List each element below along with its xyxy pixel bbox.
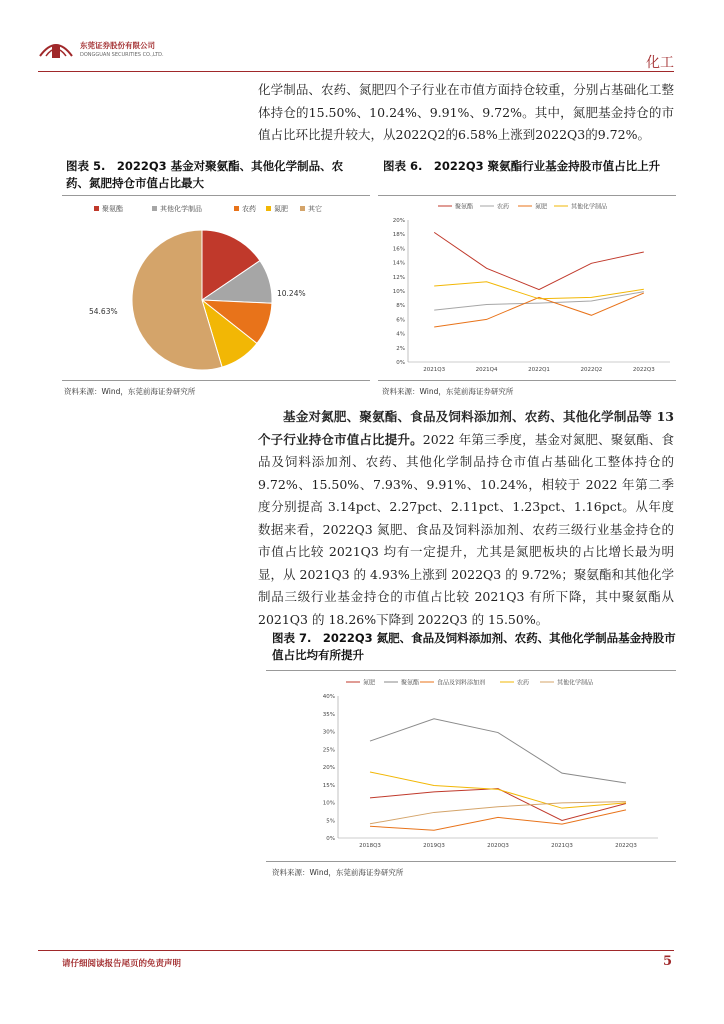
company-name-cn: 东莞证券股份有限公司 [80, 41, 155, 50]
y-tick-label: 10% [322, 800, 335, 807]
pie-legend-swatch [152, 206, 157, 211]
y-tick-label: 10% [392, 289, 405, 295]
legend-label: 聚氨酯 [401, 679, 420, 687]
footer-disclaimer: 请仔细阅读报告尾页的免责声明 [62, 959, 182, 969]
pie-legend-label: 农药 [242, 205, 256, 213]
company-logo-icon [38, 38, 74, 60]
legend-label: 农药 [517, 679, 530, 687]
figure5-title: 图表 5. 2022Q3 基金对聚氨酯、其他化学制品、农药、氮肥持仓市值占比最大 [66, 159, 344, 190]
page-number: 5 [662, 954, 672, 969]
y-tick-label: 6% [396, 317, 405, 324]
y-tick-label: 30% [322, 729, 335, 736]
series-line [434, 232, 644, 289]
figure6-title: 图表 6. 2022Q3 聚氨酯行业基金持股市值占比上升 [383, 159, 661, 173]
series-line [434, 282, 644, 299]
x-tick-label: 2022Q3 [632, 367, 655, 373]
series-line [434, 293, 644, 327]
y-tick-label: 15% [322, 782, 335, 789]
legend-label: 氮肥 [363, 679, 376, 687]
y-tick-label: 0% [396, 360, 405, 366]
x-tick-label: 2022Q2 [580, 367, 603, 373]
company-name-en: DONGGUAN SECURITIES CO.,LTD. [80, 52, 164, 58]
series-line [370, 802, 626, 824]
figure7-line-chart [290, 672, 670, 858]
figure5-source: 资料来源：Wind，东莞前海证券研究所 [64, 387, 196, 396]
x-tick-label: 2021Q3 [551, 843, 573, 849]
x-tick-label: 2020Q3 [487, 843, 509, 849]
pie-legend-label: 聚氨酯 [102, 205, 123, 213]
y-tick-label: 18% [392, 232, 405, 239]
legend-label: 聚氨酯 [455, 203, 474, 211]
y-tick-label: 35% [322, 711, 335, 718]
figure7-top-rule [266, 670, 676, 671]
x-tick-label: 2021Q3 [423, 367, 446, 373]
figure6-line-chart [378, 198, 676, 378]
series-line [370, 719, 626, 783]
legend-label: 农药 [497, 203, 510, 211]
y-tick-label: 4% [396, 331, 405, 338]
figure5-pie-chart [62, 198, 370, 378]
figure6-source: 资料来源：Wind，东莞前海证券研究所 [382, 387, 514, 396]
pie-data-label: 15.50% [275, 257, 304, 266]
figure7-bottom-rule [266, 861, 676, 862]
figure6-top-rule [378, 195, 676, 196]
y-tick-label: 20% [392, 218, 405, 224]
pie-legend-label: 氮肥 [274, 205, 288, 213]
series-line [370, 789, 626, 821]
figure5-top-rule [62, 195, 370, 196]
pie-legend-swatch [234, 206, 239, 211]
header-divider [38, 71, 674, 72]
x-tick-label: 2018Q3 [359, 843, 381, 849]
pie-legend-swatch [94, 206, 99, 211]
figure7-title: 图表 7. 2022Q3 氮肥、食品及饲料添加剂、农药、其他化学制品基金持股市值占比均有所提升 [272, 631, 676, 662]
intro-paragraph: 化学制品、农药、氮肥四个子行业在市值方面持仓较重，分别占基础化工整体持仓的15.50%、10.24%、9.91%、9.72%。其中，氮肥基金持仓的市值占比环比提升较大，从2022Q2的6.58%上涨到2022Q3的9.72%。 [258, 82, 674, 142]
section-title: 化工 [646, 55, 674, 71]
pie-data-label: 9.72% [249, 357, 273, 366]
figure7-source: 资料来源：Wind，东莞前海证券研究所 [272, 868, 404, 877]
x-tick-label: 2022Q1 [528, 367, 550, 373]
y-tick-label: 2% [396, 345, 405, 352]
y-tick-label: 14% [392, 260, 405, 267]
pie-data-label: 54.63% [89, 307, 118, 316]
pie-legend-swatch [266, 206, 271, 211]
y-tick-label: 0% [326, 836, 335, 842]
legend-label: 氮肥 [535, 203, 548, 211]
figure5-bottom-rule [62, 380, 370, 381]
pie-data-label: 10.24% [277, 289, 306, 298]
legend-label: 其他化学制品 [571, 203, 608, 211]
pie-legend-label: 其他化学制品 [160, 205, 202, 213]
y-tick-label: 5% [326, 818, 335, 825]
y-tick-label: 12% [392, 274, 405, 281]
analysis-lead: 基金对氮肥、聚氨酯、食品及饲料添加剂、农药、其他化学制品等 13 个子行业持仓市值占比提升。 [258, 409, 674, 447]
legend-label: 其他化学制品 [557, 679, 594, 687]
x-tick-label: 2022Q3 [615, 843, 637, 849]
y-tick-label: 16% [392, 246, 405, 253]
y-tick-label: 20% [322, 765, 335, 771]
footer-divider [38, 950, 674, 951]
x-tick-label: 2021Q4 [475, 367, 498, 373]
y-tick-label: 25% [322, 747, 335, 754]
pie-legend-label: 其它 [308, 205, 322, 213]
legend-label: 食品及饲料添加剂 [437, 679, 486, 687]
y-tick-label: 40% [322, 694, 335, 700]
series-line [370, 810, 626, 830]
analysis-paragraph [258, 406, 674, 631]
pie-legend-swatch [300, 206, 305, 211]
analysis-body: 2022 年第三季度，基金对氮肥、聚氨酯、食品及饲料添加剂、农药、其他化学制品持仓市值占基础化工整体持仓的 9.72%、15.50%、7.93%、9.91%、10.24%，相较于 2022 年第二季度分别提高 3.14pct、2.27pct、2.11pct、1.23pct、1.16pct。从年度数据来看，2022Q3 氮肥、食品及饲料添加剂、农药三级行业基金持仓的市值占比较 2021Q3 均有一定提升，尤其是氮肥板块的占比增长最为明显，从 2021Q3 的 4.93%上涨到 2022Q3 的 9.72%；聚氨酯和其他化学制品三级行业基金持仓的市值占比较 2021Q3 有所下降，其中聚氨酯从 2021Q3 的 18.26%下降到 2022Q3 的 15.50%。 [258, 431, 674, 627]
y-tick-label: 8% [396, 303, 405, 310]
figure6-bottom-rule [378, 380, 676, 381]
x-tick-label: 2019Q3 [423, 843, 445, 849]
pie-data-label: 9.91% [281, 325, 305, 334]
